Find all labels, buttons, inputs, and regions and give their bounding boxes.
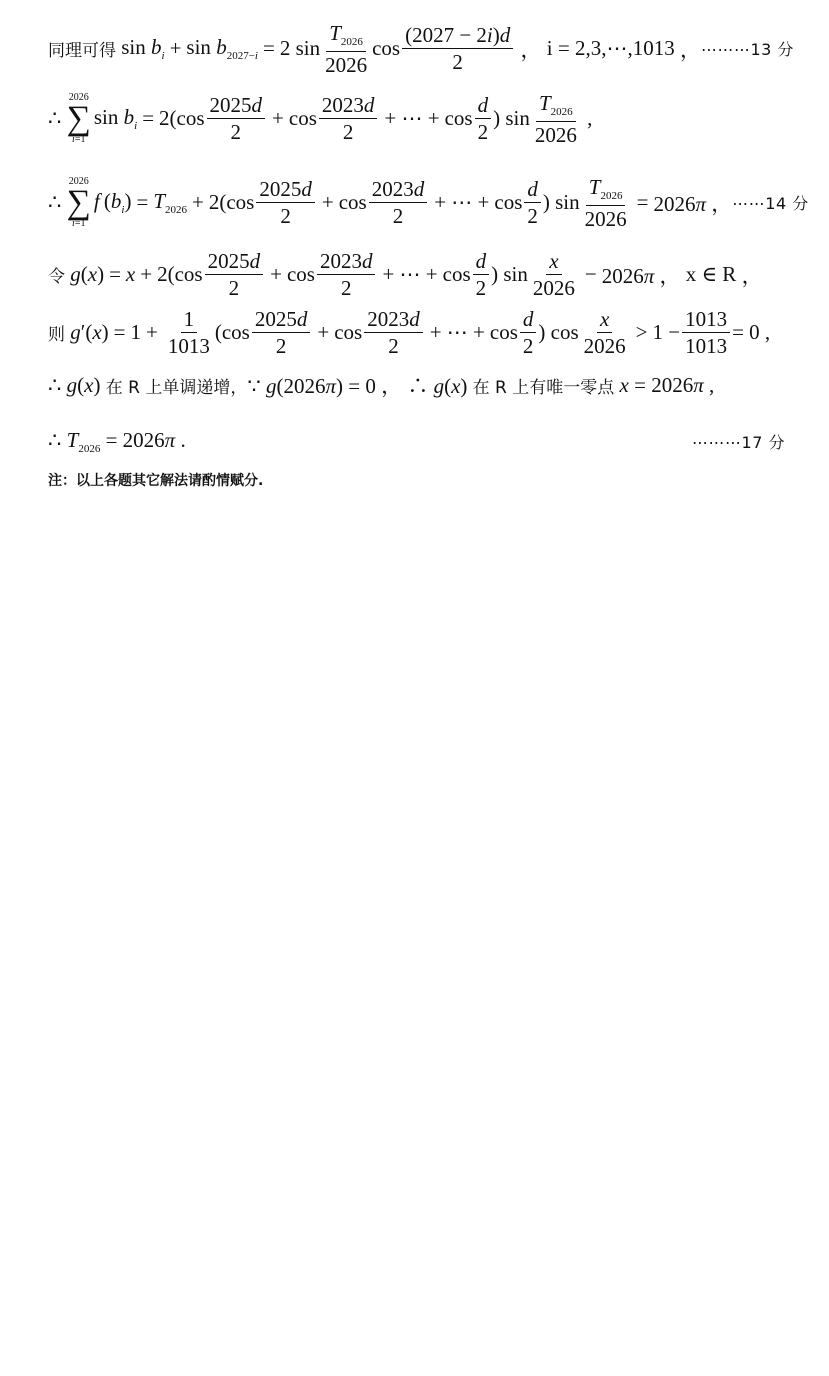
equation-line-14: ∴ 2026 ∑ i=1 f $(b_i)$ = $T_{2026}$ + 2(cos 2025d 2 + cos 2023d 2 + ⋯ + cos d 2 ) sin $\frac{T_{2026}}{2026}$ = 2026π ， ⋯⋯14 分 [48,175,809,231]
domain-text: x ∈ R [685,262,737,287]
equation-line-derivative: 则 g′(x) = 1 + $\frac{1}{1013}$ (cos 2025d 2 + cos 2023d 2 + ⋯ + cos d 2 ) cos x 2026 > 1 − $\frac{1013}{1013}$ = 0 , [48,307,771,359]
line-prefix: 同理可得 [48,41,116,62]
index-range: i = 2,3,⋯,1013 [546,36,675,61]
equation-line-define-g: 令 g(x) = x + 2(cos 2025d 2 + cos 2023d 2 + ⋯ + cos d 2 ) sin x 2026 − 2026π ， x ∈ R ， [48,249,763,301]
score-14: ⋯⋯14 分 [732,194,809,214]
grading-note: 注：以上各题其它解法请酌情赋分. [48,473,264,489]
score-13: ⋯⋯⋯13 分 [700,40,794,60]
note-line [48,470,785,490]
equation-line-13: 同理可得 $\sin b_i$ + $\sin b_{2027-i}$ = 2 sin $T_{2026}$ 2026 cos (2027 − 2i)d 2 ， i = 2,3,⋯,1013 ， ⋯⋯⋯13 分 [48,21,794,77]
line-prefix: 令 [48,267,65,288]
monotonic-text: 在 R 上单调递增， [105,377,248,398]
zero-text: 在 R 上有唯一零点 [472,377,615,398]
score-17: ⋯⋯⋯17 分 [692,433,785,453]
conclusion-line-17: ∴ $T_{2026} = 2026\pi$ . ⋯⋯⋯17 分 [48,428,785,456]
line-prefix: 则 [48,325,65,346]
equation-line-sum-sin: ∴ 2026 ∑ i=1 $\sin b_i$ = 2(cos 2025d 2 + cos 2023d 2 + ⋯ + cos d 2 ) sin $T_{2026}$ 2026 , [48,91,593,147]
monotonic-line: ∴ g(x) 在 R 上单调递增， ∵ g(2026π) = 0 ， ∴ g(x) 在 R 上有唯一零点 x = 2026π , [48,372,715,398]
